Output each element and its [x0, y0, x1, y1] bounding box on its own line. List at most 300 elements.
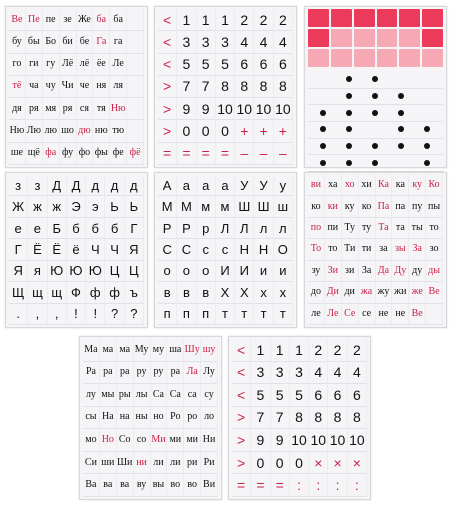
card-tile: по	[308, 218, 325, 239]
card-tile: >	[232, 452, 251, 475]
card-tile: тё	[9, 76, 26, 98]
card-tile: о	[197, 261, 216, 282]
card-tile: б	[105, 218, 124, 239]
card-tile: 10	[348, 429, 367, 452]
dot	[346, 126, 352, 132]
card-tile: бы	[26, 31, 43, 53]
card-tile: м	[216, 196, 235, 217]
card-grid	[9, 175, 144, 325]
card-tile: 10	[328, 429, 347, 452]
card-tile: Ц	[125, 261, 144, 282]
card-tile: п	[177, 304, 196, 325]
card-tile: О	[274, 239, 293, 260]
card-tile: :	[328, 474, 347, 497]
card-tile: м	[197, 196, 216, 217]
card-tile: То	[308, 239, 325, 260]
dot-cards	[308, 71, 443, 171]
dot	[424, 126, 430, 132]
card-tile: сы	[83, 407, 100, 430]
card-tile: Ф	[67, 282, 86, 303]
card-tile: в	[197, 282, 216, 303]
card-tile: Г	[125, 218, 144, 239]
card-tile: Л	[235, 218, 254, 239]
card-tile: ёе	[93, 54, 110, 76]
card-sheet-syllables-1	[5, 6, 148, 168]
card-tile: до	[308, 282, 325, 303]
card-tile: Бо	[43, 31, 60, 53]
card-tile: со	[134, 429, 151, 452]
card-tile: лё	[77, 54, 94, 76]
card-tile: фо	[77, 143, 94, 165]
card-tile: ня	[93, 76, 110, 98]
card-tile: п	[158, 304, 177, 325]
card-tile: т	[274, 304, 293, 325]
card-tile: 10	[290, 429, 309, 452]
card-tile: ж	[48, 196, 67, 217]
card-tile: шо	[60, 120, 77, 142]
card-tile: 10	[254, 98, 273, 120]
dot	[372, 110, 378, 116]
dot	[398, 110, 404, 116]
card-tile: л	[254, 218, 273, 239]
card-tile: Ми	[151, 429, 168, 452]
color-square	[422, 49, 443, 67]
card-tile: 3	[216, 31, 235, 53]
card-tile: 6	[309, 384, 328, 407]
card-tile: 7	[177, 76, 196, 98]
card-tile	[127, 76, 144, 98]
card-tile: Ти	[342, 239, 359, 260]
card-tile: Ду	[392, 261, 409, 282]
card-tile: о	[177, 261, 196, 282]
card-tile: лю	[43, 120, 60, 142]
card-tile: <	[232, 362, 251, 385]
card-tile: га	[110, 31, 127, 53]
card-tile: д	[125, 175, 144, 196]
card-tile: зо	[426, 239, 443, 260]
card-tile: Д	[48, 175, 67, 196]
card-tile: –	[254, 143, 273, 165]
card-sheet-syllables-3	[79, 336, 222, 500]
card-tile: А	[158, 175, 177, 196]
card-tile: т	[254, 304, 273, 325]
card-tile: Ма	[83, 339, 100, 362]
dot	[398, 126, 404, 132]
card-tile: ф	[105, 282, 124, 303]
card-tile: тя	[93, 98, 110, 120]
card-tile: 6	[235, 54, 254, 76]
card-tile: 3	[197, 31, 216, 53]
card-tile: Ю	[86, 261, 105, 282]
card-tile: ше	[9, 143, 26, 165]
card-tile: Ви	[201, 474, 218, 497]
card-tile: У	[254, 175, 273, 196]
card-tile: 0	[251, 452, 270, 475]
card-tile: т	[216, 304, 235, 325]
card-tile: а	[177, 175, 196, 196]
card-tile: 5	[271, 384, 290, 407]
card-sheet-letters-2	[154, 172, 297, 328]
card-tile: 2	[274, 9, 293, 31]
card-tile: зе	[60, 9, 77, 31]
card-tile: 4	[235, 31, 254, 53]
card-tile: е	[9, 218, 28, 239]
color-square	[422, 29, 443, 47]
dot	[320, 126, 326, 132]
card-tile: ча	[26, 76, 43, 98]
card-tile: з	[28, 175, 47, 196]
card-tile: 1	[177, 9, 196, 31]
card-tile: 6	[274, 54, 293, 76]
card-grid	[158, 175, 293, 325]
card-tile	[127, 54, 144, 76]
card-tile: жу	[376, 282, 393, 303]
dot	[346, 93, 352, 99]
card-tile: :	[309, 474, 328, 497]
card-tile: ма	[117, 339, 134, 362]
card-tile: С	[177, 239, 196, 260]
card-tile: в	[177, 282, 196, 303]
card-tile: ми	[184, 429, 201, 452]
card-tile: лу	[83, 384, 100, 407]
card-tile: 0	[290, 452, 309, 475]
card-tile: фе	[110, 143, 127, 165]
card-tile: бе	[77, 31, 94, 53]
card-tile: л	[274, 218, 293, 239]
card-tile: 5	[216, 54, 235, 76]
card-tile: 4	[328, 362, 347, 385]
card-tile: з	[9, 175, 28, 196]
card-tile: >	[232, 429, 251, 452]
card-tile: за	[376, 239, 393, 260]
card-tile: Ш	[235, 196, 254, 217]
card-tile: ли	[151, 452, 168, 475]
card-sheet-letters-1	[5, 172, 148, 328]
card-tile: >	[158, 98, 177, 120]
card-tile: ри	[184, 452, 201, 475]
card-tile: фу	[60, 143, 77, 165]
card-tile: И	[235, 261, 254, 282]
card-tile: 7	[271, 407, 290, 430]
card-tile: Ю	[48, 261, 67, 282]
card-tile: Р	[177, 218, 196, 239]
card-tile: ?	[125, 304, 144, 325]
card-tile: ф	[86, 282, 105, 303]
card-tile: ш	[274, 196, 293, 217]
card-tile: ку	[342, 196, 359, 217]
color-square	[377, 9, 398, 27]
card-tile: :	[290, 474, 309, 497]
card-tile: 1	[216, 9, 235, 31]
color-square	[308, 29, 329, 47]
dot-card-divider	[308, 88, 443, 89]
card-tile: М	[177, 196, 196, 217]
card-tile: зу	[308, 261, 325, 282]
dot	[372, 76, 378, 82]
card-tile: 5	[290, 384, 309, 407]
card-tile	[127, 31, 144, 53]
card-tile: ле	[308, 304, 325, 325]
card-tile: т	[235, 304, 254, 325]
card-tile: щё	[26, 143, 43, 165]
card-tile: не	[392, 304, 409, 325]
card-tile: :	[348, 474, 367, 497]
card-tile: е	[28, 218, 47, 239]
card-tile: ту	[359, 218, 376, 239]
card-tile: би	[60, 31, 77, 53]
card-tile: дю	[77, 120, 94, 142]
card-tile: фё	[127, 143, 144, 165]
card-tile: 9	[271, 429, 290, 452]
dot	[424, 160, 430, 166]
card-tile: Ва	[83, 474, 100, 497]
card-tile: вы	[151, 474, 168, 497]
card-tile: ми	[167, 429, 184, 452]
card-tile: ши	[100, 452, 117, 475]
card-tile: =	[271, 474, 290, 497]
card-tile: 2	[254, 9, 273, 31]
card-tile: ви	[308, 175, 325, 196]
card-tile: Си	[83, 452, 100, 475]
card-tile: <	[158, 54, 177, 76]
card-tile: р	[197, 218, 216, 239]
dot	[372, 160, 378, 166]
card-tile: 2	[328, 339, 347, 362]
card-tile: го	[9, 54, 26, 76]
card-tile: мы	[100, 384, 117, 407]
card-tile: ву	[134, 474, 151, 497]
card-tile: 10	[216, 98, 235, 120]
card-grid	[83, 339, 218, 497]
card-tile: Ри	[201, 452, 218, 475]
card-tile: У	[235, 175, 254, 196]
card-tile: ду	[409, 261, 426, 282]
card-tile: Ю	[67, 261, 86, 282]
card-tile: 5	[197, 54, 216, 76]
card-tile: с	[197, 239, 216, 260]
card-tile: Щ	[9, 282, 28, 303]
card-tile: 9	[197, 98, 216, 120]
card-tile: пы	[426, 196, 443, 217]
dot	[398, 93, 404, 99]
card-tile: ×	[309, 452, 328, 475]
card-tile: =	[216, 143, 235, 165]
card-tile: зы	[392, 239, 409, 260]
card-tile: Со	[117, 429, 134, 452]
card-tile: б	[67, 218, 86, 239]
card-tile: ?	[105, 304, 124, 325]
card-tile: ло	[201, 407, 218, 430]
card-tile: Ка	[376, 175, 393, 196]
card-tile: Ню	[9, 120, 26, 142]
card-tile: 8	[235, 76, 254, 98]
card-tile: э	[86, 196, 105, 217]
card-tile: Ле	[325, 304, 342, 325]
card-tile: <	[158, 9, 177, 31]
card-tile: щ	[28, 282, 47, 303]
card-tile: но	[151, 407, 168, 430]
card-tile: ко	[308, 196, 325, 217]
card-tile: Му	[134, 339, 151, 362]
card-tile: во	[184, 474, 201, 497]
card-tile: Ве	[9, 9, 26, 31]
card-tile: И	[216, 261, 235, 282]
card-tile: За	[409, 239, 426, 260]
dot-card-divider	[308, 138, 443, 139]
card-tile: Шу	[184, 339, 201, 362]
card-tile: 2	[309, 339, 328, 362]
card-tile	[127, 120, 144, 142]
card-tile: ги	[26, 54, 43, 76]
card-tile: ра	[167, 362, 184, 385]
card-tile: па	[392, 196, 409, 217]
dot	[424, 143, 430, 149]
card-tile: са	[184, 384, 201, 407]
color-square	[354, 29, 375, 47]
card-tile: >	[158, 120, 177, 142]
card-tile: 3	[271, 362, 290, 385]
card-tile: >	[232, 407, 251, 430]
card-tile: пе	[43, 9, 60, 31]
card-tile: Ч	[105, 239, 124, 260]
dot	[320, 160, 326, 166]
card-tile: Б	[48, 218, 67, 239]
card-tile: Да	[376, 261, 393, 282]
card-tile: ра	[100, 362, 117, 385]
card-tile: >	[158, 76, 177, 98]
card-tile: мя	[43, 98, 60, 120]
card-tile: Х	[235, 282, 254, 303]
card-tile: 1	[251, 339, 270, 362]
card-tile: С	[158, 239, 177, 260]
dot	[398, 143, 404, 149]
card-tile: ря	[60, 98, 77, 120]
card-tile: х	[274, 282, 293, 303]
card-tile: Же	[77, 9, 94, 31]
card-tile: щ	[48, 282, 67, 303]
card-tile: 6	[254, 54, 273, 76]
card-tile: Л	[216, 218, 235, 239]
card-tile: Зи	[325, 261, 342, 282]
card-tile: 0	[177, 120, 196, 142]
card-tile: Па	[376, 196, 393, 217]
card-tile: 8	[328, 407, 347, 430]
card-tile: –	[235, 143, 254, 165]
card-tile: ко	[359, 196, 376, 217]
card-tile: 6	[348, 384, 367, 407]
card-tile: 1	[290, 339, 309, 362]
card-tile: ты	[409, 218, 426, 239]
dot-card-divider	[308, 154, 443, 155]
card-tile: я	[28, 261, 47, 282]
card-tile: Лу	[201, 362, 218, 385]
card-tile: чу	[43, 76, 60, 98]
card-tile: Ц	[105, 261, 124, 282]
card-tile: б	[86, 218, 105, 239]
card-tile: 4	[274, 31, 293, 53]
card-tile: а	[216, 175, 235, 196]
card-tile: ти	[359, 239, 376, 260]
card-tile: че	[77, 76, 94, 98]
card-tile: тю	[110, 120, 127, 142]
card-tile: 5	[251, 384, 270, 407]
card-tile: ъ	[125, 282, 144, 303]
card-tile: а	[197, 175, 216, 196]
card-tile: 2	[348, 339, 367, 362]
card-tile: ж	[28, 196, 47, 217]
card-sheet-numbers-1	[154, 6, 297, 168]
card-tile	[127, 9, 144, 31]
card-tile: жа	[359, 282, 376, 303]
card-tile: Ту	[342, 218, 359, 239]
card-tile: ру	[151, 362, 168, 385]
card-tile: Я	[9, 261, 28, 282]
card-tile: 6	[328, 384, 347, 407]
dot	[346, 76, 352, 82]
card-tile: ха	[325, 175, 342, 196]
color-square	[331, 49, 352, 67]
card-tile: Ле	[110, 54, 127, 76]
card-tile: Га	[93, 31, 110, 53]
color-square	[331, 9, 352, 27]
card-tile: !	[67, 304, 86, 325]
color-square	[331, 29, 352, 47]
color-square	[354, 9, 375, 27]
card-tile: Д	[67, 175, 86, 196]
card-tile: ку	[409, 175, 426, 196]
card-tile: фа	[43, 143, 60, 165]
card-tile: на	[117, 407, 134, 430]
card-tile: Ра	[83, 362, 100, 385]
card-tile: Ди	[325, 282, 342, 303]
card-tile: у	[274, 175, 293, 196]
card-tile: то	[426, 218, 443, 239]
card-tile: Ро	[167, 407, 184, 430]
card-tile: 4	[309, 362, 328, 385]
card-tile: Ь	[105, 196, 124, 217]
card-tile: не	[376, 304, 393, 325]
card-tile: же	[409, 282, 426, 303]
card-tile: 8	[254, 76, 273, 98]
card-tile: –	[274, 143, 293, 165]
color-square	[308, 49, 329, 67]
card-tile: ,	[28, 304, 47, 325]
card-tile: Ню	[110, 98, 127, 120]
color-square	[377, 29, 398, 47]
card-tile: ё	[67, 239, 86, 260]
card-tile: Ши	[117, 452, 134, 475]
color-square	[422, 9, 443, 27]
card-tile: ша	[167, 339, 184, 362]
card-tile: су	[201, 384, 218, 407]
card-tile: бу	[9, 31, 26, 53]
card-tile: Н	[254, 239, 273, 260]
dot	[346, 143, 352, 149]
card-tile: +	[254, 120, 273, 142]
card-tile: ни	[134, 452, 151, 475]
card-tile: о	[158, 261, 177, 282]
card-tile: 5	[177, 54, 196, 76]
card-tile: +	[235, 120, 254, 142]
card-tile: =	[177, 143, 196, 165]
color-square	[399, 29, 420, 47]
card-tile: ля	[110, 76, 127, 98]
color-square	[354, 49, 375, 67]
card-tile: Чи	[60, 76, 77, 98]
card-tile: Ла	[184, 362, 201, 385]
card-tile: Ш	[254, 196, 273, 217]
card-tile: Х	[216, 282, 235, 303]
